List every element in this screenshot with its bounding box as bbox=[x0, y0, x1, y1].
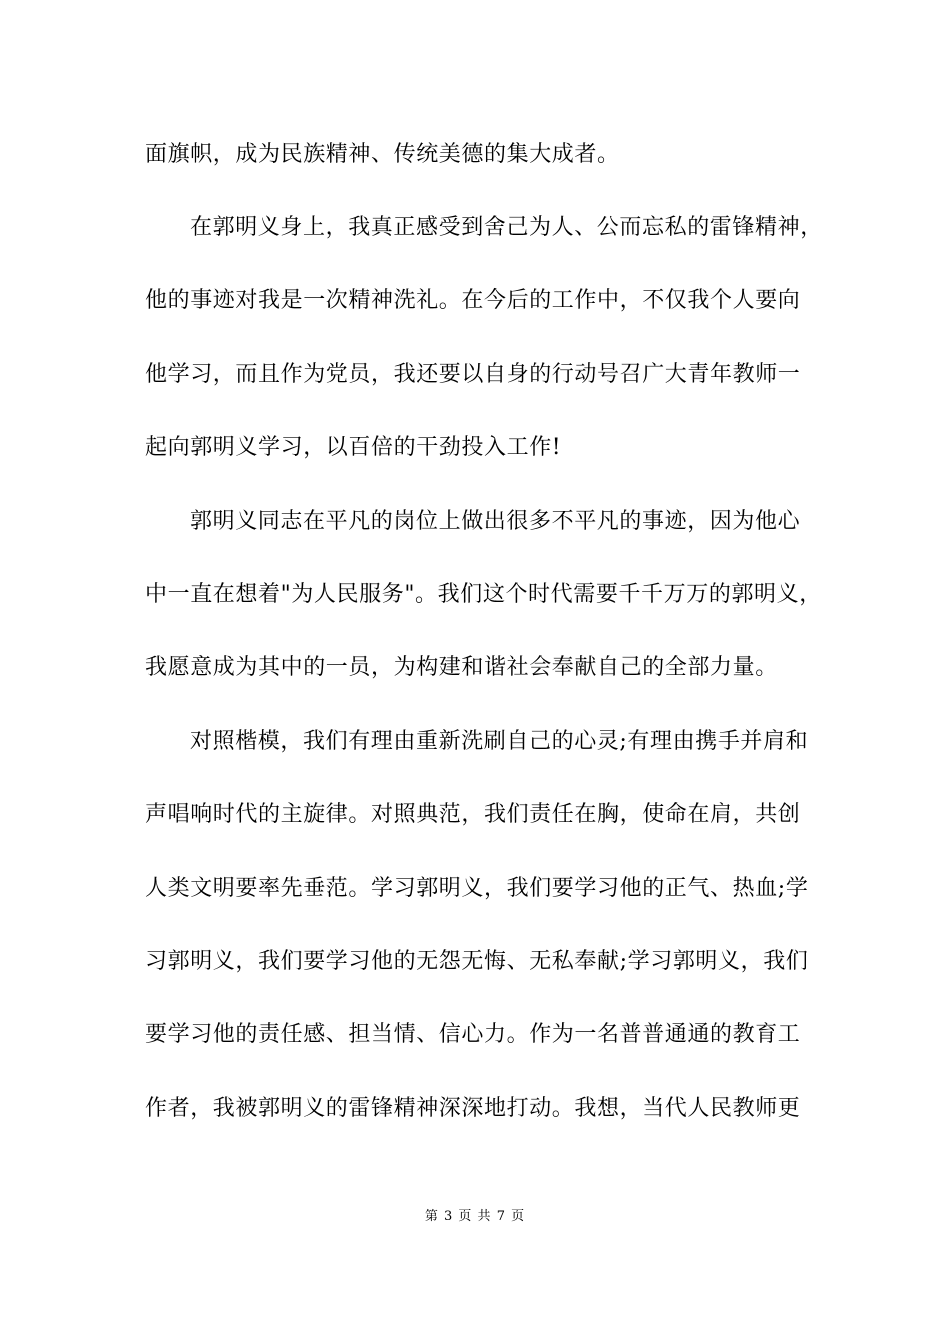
text-line: 他的事迹对我是一次精神洗礼。在今后的工作中，不仅我个人要向 bbox=[145, 288, 801, 313]
text-line: 他学习，而且作为党员，我还要以自身的行动号召广大青年教师一 bbox=[145, 362, 801, 387]
text-line: 声唱响时代的主旋律。对照典范，我们责任在胸，使命在肩，共创 bbox=[145, 802, 801, 827]
text-line: 作者，我被郭明义的雷锋精神深深地打动。我想，当代人民教师更 bbox=[145, 1096, 801, 1121]
page-number-footer: 第 3 页 共 7 页 bbox=[424, 1209, 526, 1224]
text-line: 起向郭明义学习，以百倍的干劲投入工作! bbox=[145, 435, 562, 460]
text-line: 人类文明要率先垂范。学习郭明义，我们要学习他的正气、热血;学 bbox=[145, 876, 809, 901]
text-line: 习郭明义，我们要学习他的无怨无悔、无私奉献;学习郭明义，我们 bbox=[145, 949, 809, 974]
paragraph-first-line: 郭明义同志在平凡的岗位上做出很多不平凡的事迹，因为他心 bbox=[190, 509, 801, 534]
paragraph-first-line: 在郭明义身上，我真正感受到舍己为人、公而忘私的雷锋精神， bbox=[190, 215, 823, 240]
text-line: 要学习他的责任感、担当情、信心力。作为一名普普通通的教育工 bbox=[145, 1022, 801, 1047]
text-line: 面旗帜，成为民族精神、传统美德的集大成者。 bbox=[145, 142, 620, 167]
text-line: 中一直在想着"为人民服务"。我们这个时代需要千千万万的郭明义， bbox=[145, 582, 822, 607]
text-line: 我愿意成为其中的一员，为构建和谐社会奉献自己的全部力量。 bbox=[145, 655, 778, 680]
paragraph-first-line: 对照楷模，我们有理由重新洗刷自己的心灵;有理由携手并肩和 bbox=[190, 729, 809, 754]
